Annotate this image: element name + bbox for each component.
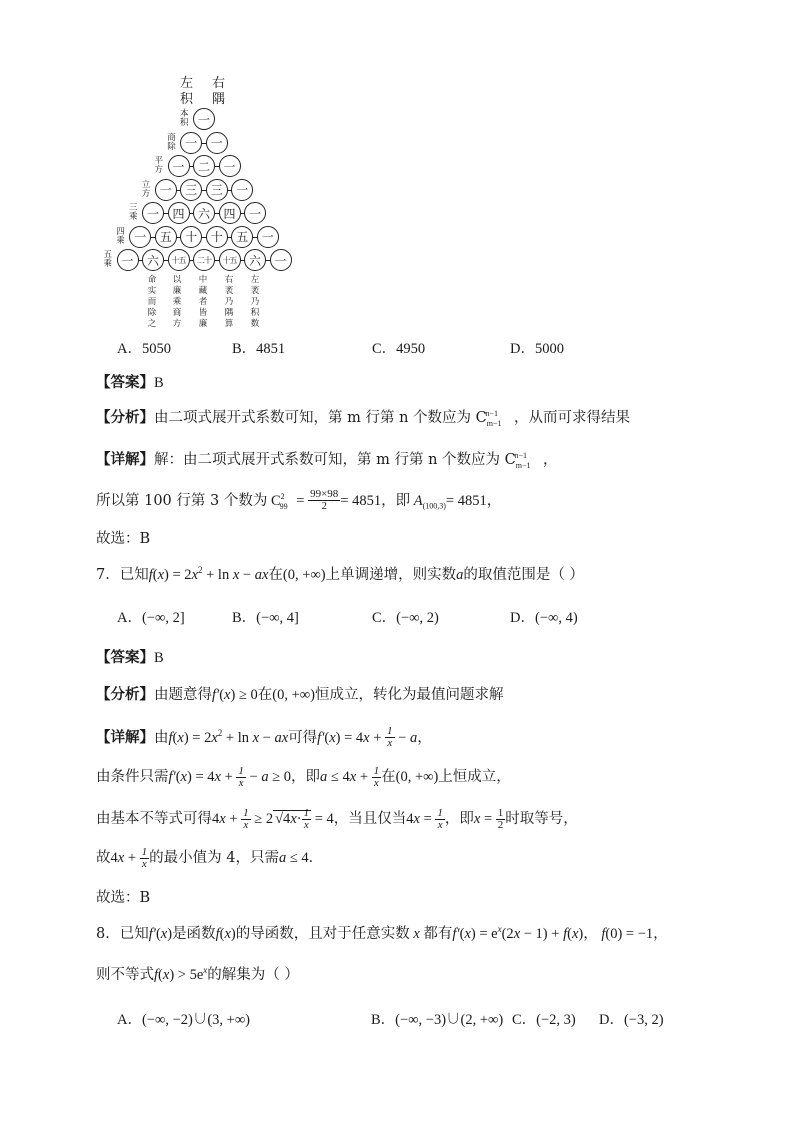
q7-option-b: B．(−∞, 4] — [232, 610, 299, 626]
triangle-number-cell: 四 — [219, 202, 241, 224]
triangle-number-cell: 一 — [129, 226, 151, 248]
q7-detail-line4: 故4x + $\frac{1}{x}$ 的最小值为 4，只需a ≤ 4． — [96, 845, 324, 870]
q7-detail-line2: 由条件只需f′(x) = 4x + $\frac{1}{x}$ − a ≥ 0，即a ≤ 4x + $\frac{1}{x}$ 在(0, +∞)上恒成立， — [96, 764, 511, 789]
triangle-row-label: 五 乘 — [103, 250, 113, 269]
triangle-number-cell: 五 — [231, 226, 253, 248]
q8-option-b: B．(−∞, −3)∪(2, +∞) — [371, 1012, 504, 1028]
q7-answer: 【答案】B — [96, 649, 164, 666]
triangle-number-cell: 四 — [168, 202, 190, 224]
triangle-number-cell: 一 — [219, 155, 241, 177]
triangle-row-label: 本 积 — [180, 109, 189, 128]
triangle-number-cell: 十 — [206, 226, 228, 248]
yang-hui-triangle-figure — [100, 72, 310, 332]
detail-tail: ， — [542, 452, 558, 468]
triangle-number-cell: 一 — [244, 202, 266, 224]
q7-detail: 【详解】由$f(x) = 2x^2 + \ln x$ − ax可得f′(x) = 4x + $\frac{1}{x}$ − a， — [96, 725, 432, 750]
q7-stem: 7．已知$f(x) = 2x^2 + \ln x$ − ax在(0, +∞)上单调递增，则实数a的取值范围是（ ） — [96, 565, 584, 583]
triangle-number-cell: 一 — [168, 155, 190, 177]
triangle-number-cell: 一 — [117, 249, 139, 271]
q6-option-b: B．4851 — [232, 341, 286, 357]
detail-tag: 【详解】 — [96, 451, 154, 468]
triangle-number-cell: 一 — [142, 202, 164, 224]
q8-stem: 8．已知f′(x)是函数f(x)的导函数，且对于任意实数 x 都有$f'(x) = e^x(2x - 1) + f(x)$， f(0) = −1， — [96, 924, 668, 942]
q8-option-a: A．(−∞, −2)∪(3, +∞) — [117, 1012, 250, 1028]
answer-tag: 【答案】 — [96, 374, 154, 391]
triangle-number-cell: 一 — [155, 179, 177, 201]
q6-answer — [96, 371, 164, 392]
triangle-row-label: 四 乘 — [116, 226, 125, 246]
triangle-number-cell: 一 — [231, 179, 253, 201]
q7-detail-line3: 由基本不等式可得4x + $\frac{1}{x}$ ≥ 2 √4x· $\frac{1}{x}$ = 4，当且仅当4x = $\frac{1}{x}$ ，即x = $\frac{1}{2}$ 时取等号， — [96, 806, 578, 832]
answer-value: B — [154, 375, 164, 391]
triangle-number-cell: 一 — [193, 108, 215, 130]
triangle-number-cell: 一 — [206, 132, 228, 154]
q8-stem-line2: 则不等式$f(x) > 5e^x$的解集为（ ） — [96, 965, 299, 983]
q6-choose: 故选：B — [96, 531, 151, 547]
q6-option-d: D．5000 — [510, 341, 564, 357]
triangle-row-label: 商 除 — [167, 132, 176, 152]
triangle-number-cell: 三 — [206, 179, 228, 201]
triangle-number-cell: 十五 — [168, 249, 190, 271]
triangle-column-label: 右 袤 乃 隅 算 — [224, 275, 234, 329]
triangle-column-label: 命 实 而 除 之 — [147, 275, 157, 329]
analysis-tag: 【分析】 — [96, 409, 154, 426]
triangle-number-cell: 六 — [193, 202, 215, 224]
header-left: 左 积 — [180, 76, 194, 107]
analysis-text: 由二项式展开式系数可知，第 m 行第 n 个数应为 C — [154, 410, 487, 426]
analysis-tail: ，从而可求得结果 — [513, 410, 630, 426]
detail-text: 解：由二项式展开式系数可知，第 m 行第 n 个数应为 C — [154, 452, 516, 468]
q7-analysis: 【分析】由题意得f′(x) ≥ 0在(0, +∞)恒成立，转化为最值问题求解 — [96, 686, 504, 703]
header-right: 右 隅 — [212, 76, 226, 107]
triangle-row-label: 三 乘 — [129, 203, 138, 222]
triangle-number-cell: 十五 — [219, 249, 241, 271]
q6-option-a: A．5050 — [117, 341, 171, 357]
triangle-number-cell: 五 — [155, 226, 177, 248]
triangle-number-cell: 一 — [180, 132, 202, 154]
q6-option-c: C．4950 — [372, 341, 426, 357]
q6-detail-line2: 所以第 100 行第 3 个数为 $C^2_{99}$ = $\frac{99\times 98}{2}$ = 4851，即 $A_{(100,3)}= 4851$， — [96, 488, 502, 513]
triangle-number-cell: 一 — [257, 226, 279, 248]
triangle-number-cell: 十 — [180, 226, 202, 248]
triangle-number-cell: 三 — [180, 179, 202, 201]
triangle-number-cell: 六 — [142, 249, 164, 271]
q7-option-a: A．(−∞, 2] — [117, 610, 185, 626]
triangle-row-label: 平 方 — [154, 156, 164, 175]
triangle-row-label: 立 方 — [141, 179, 151, 199]
q7-option-c: C．(−∞, 2) — [372, 610, 439, 626]
q8-option-d: D．(−3, 2) — [599, 1012, 664, 1028]
triangle-number-cell: 一 — [270, 249, 292, 271]
q7-option-d: D．(−∞, 4) — [510, 610, 578, 626]
q8-option-c: C．(−2, 3) — [512, 1012, 576, 1028]
triangle-number-cell: 二 — [193, 155, 215, 177]
triangle-number-cell: 二十 — [193, 249, 215, 271]
q6-detail: 【详解】解：由二项式展开式系数可知，第 m 行第 n 个数应为 $C_{m-1}^{n-1}$ ， — [96, 451, 558, 470]
q6-analysis: 【分析】由二项式展开式系数可知，第 m 行第 n 个数应为 $C_{m-1}^{n-1}$ ，从而可求得结果 — [96, 409, 630, 428]
triangle-column-label: 左 袤 乃 积 数 — [250, 275, 260, 329]
triangle-column-label: 以 廉 乘 商 方 — [172, 275, 182, 329]
q7-choose: 故选：B — [96, 890, 151, 906]
triangle-number-cell: 六 — [244, 249, 266, 271]
triangle-column-label: 中 藏 者 皆 廉 — [198, 275, 208, 329]
